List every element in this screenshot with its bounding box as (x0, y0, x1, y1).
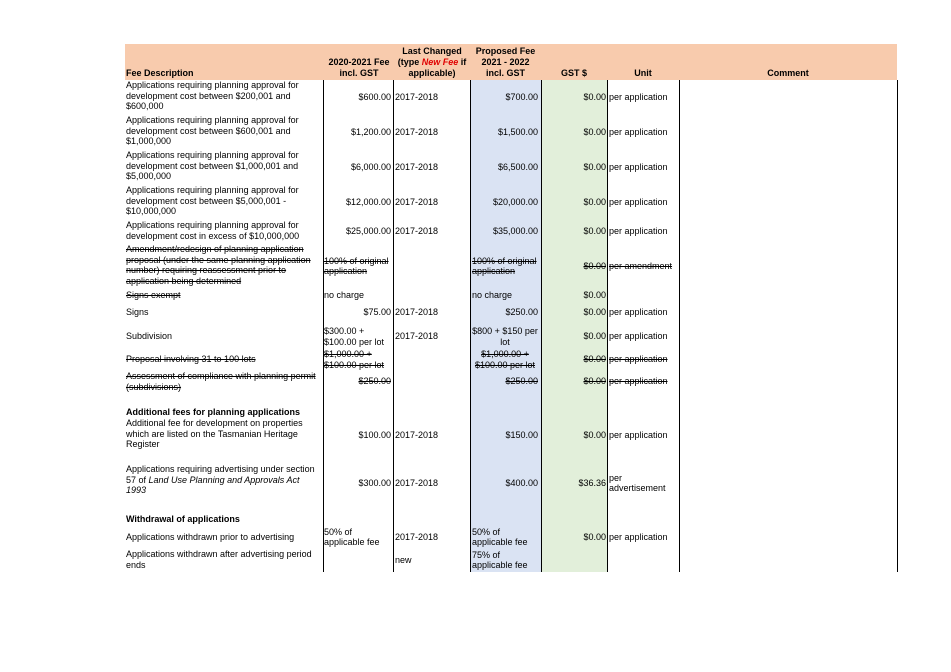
header-2020-fee: 2020-2021 Fee incl. GST (328, 57, 390, 78)
cell-prop: $35,000.00 (492, 226, 538, 237)
cell-prop: lot (500, 336, 510, 347)
cell-prop: applicable fee (472, 560, 528, 570)
cell-gst: $0.00 (583, 531, 606, 542)
cell-desc: Applications withdrawn prior to advertising (126, 531, 295, 542)
cell-prop: $6,500.00 (497, 161, 538, 172)
table-row (125, 526, 897, 548)
cell-desc: Applications requiring planning approval for (126, 115, 299, 125)
cell-desc: application being determined (126, 275, 242, 286)
cell-gst: $0.00 (583, 91, 606, 102)
table-row (125, 418, 897, 452)
table-row (125, 349, 897, 369)
cell-desc: 1993 (126, 485, 147, 495)
cell-last: 2017-2018 (395, 126, 439, 137)
table-row (125, 549, 897, 571)
cell-fee: $250.00 (358, 375, 391, 386)
cell-fee: 100% of original (324, 255, 389, 266)
table-row (125, 464, 897, 502)
table-row (125, 80, 897, 114)
cell-prop: application (472, 266, 516, 276)
cell-desc: ends (126, 559, 146, 570)
cell-desc: Assessment of compliance with planning permit (126, 371, 316, 381)
table-row (125, 371, 897, 391)
cell-desc: Register (126, 439, 160, 449)
cell-gst: $0.00 (583, 331, 606, 342)
cell-desc: which are listed on the Tasmanian Heritage (126, 428, 298, 439)
cell-desc: Applications withdrawn after advertising period (126, 549, 312, 559)
cell-prop: $20,000.00 (492, 196, 538, 207)
cell-prop: no charge (472, 289, 513, 300)
cell-prop: 50% of (472, 526, 501, 537)
table-row (125, 306, 897, 319)
cell-desc: development cost between $1,000,001 and (126, 160, 299, 171)
table-row (125, 244, 897, 288)
cell-prop: $1,000.00 + (481, 349, 529, 359)
cell-desc: Additional fee for development on properties (126, 418, 303, 428)
cell-prop: 75% of (472, 549, 501, 560)
header-comment: Comment (767, 68, 809, 78)
cell-fee: $25,000.00 (345, 226, 391, 237)
cell-last: 2017-2018 (395, 161, 439, 172)
cell-last: 2017-2018 (395, 226, 439, 237)
cell-desc: Applications requiring advertising under section (126, 464, 315, 474)
cell-gst: $0.00 (583, 375, 606, 386)
cell-desc: $1,000,000 (126, 136, 172, 146)
cell-desc: development cost between $600,001 and (126, 125, 291, 136)
table-row (125, 115, 897, 149)
cell-desc: development cost between $200,001 and (126, 90, 291, 101)
cell-desc: 57 of Land Use Planning and Approvals Act (126, 474, 300, 485)
cell-fee: $1,200.00 (350, 126, 391, 137)
cell-desc: number) requiring reassessment prior to (126, 265, 287, 275)
cell-fee: $100.00 per lot (324, 336, 385, 347)
cell-last: 2017-2018 (395, 477, 439, 488)
cell-desc: Applications requiring planning approval for (126, 80, 299, 90)
cell-gst: $0.00 (583, 196, 606, 207)
cell-fee: 50% of (324, 526, 353, 537)
cell-last: 2017-2018 (395, 429, 439, 440)
cell-prop: 100% of original (472, 255, 537, 266)
cell-fee: $300.00 + (324, 326, 365, 336)
cell-desc: Applications requiring planning approval for (126, 185, 299, 195)
cell-fee: applicable fee (324, 537, 380, 547)
cell-unit: per application (609, 375, 668, 386)
header-fee-description: Fee Description (126, 68, 194, 78)
cell-gst: $0.00 (583, 226, 606, 237)
header-proposed-fee: Proposed Fee 2021 - 2022 incl. GST (475, 46, 536, 78)
cell-prop: $800 + $150 per (472, 326, 538, 336)
cell-unit: per application (609, 531, 668, 542)
cell-fee: $1,000.00 + (324, 349, 372, 359)
fee-table (125, 44, 897, 572)
cell-gst: $0.00 (583, 307, 606, 318)
cell-fee: $100.00 per lot (324, 359, 385, 370)
table-row (125, 325, 897, 348)
cell-unit: per amendment (609, 260, 673, 271)
col-divider (897, 80, 898, 572)
table-row (125, 150, 897, 184)
cell-fee: $12,000.00 (345, 196, 391, 207)
cell-gst: $0.00 (583, 260, 606, 271)
cell-fee: $100.00 (358, 429, 391, 440)
cell-fee: $600.00 (358, 91, 391, 102)
cell-unit: per application (609, 91, 668, 102)
cell-fee: $300.00 (358, 477, 391, 488)
cell-gst: $0.00 (583, 161, 606, 172)
cell-last: 2017-2018 (395, 196, 439, 207)
cell-prop: $700.00 (505, 91, 538, 102)
cell-unit: per application (609, 126, 668, 137)
cell-unit: per (609, 472, 623, 483)
cell-desc: $5,000,000 (126, 171, 172, 181)
cell-unit: advertisement (609, 483, 666, 493)
cell-prop: $250.00 (505, 307, 538, 318)
cell-unit: per application (609, 353, 668, 364)
cell-unit: per application (609, 331, 668, 342)
cell-fee: application (324, 266, 368, 276)
table-row (125, 185, 897, 219)
cell-gst: $0.00 (583, 429, 606, 440)
cell-desc: Signs exempt (126, 289, 181, 300)
cell-last: 2017-2018 (395, 307, 439, 318)
header-gst: GST $ (560, 68, 587, 78)
cell-fee: $6,000.00 (350, 161, 391, 172)
cell-desc: (subdivisions) (126, 381, 182, 392)
cell-desc: development cost in excess of $10,000,000 (126, 230, 300, 241)
cell-unit: per application (609, 429, 668, 440)
cell-gst: $0.00 (583, 353, 606, 364)
table-header (125, 44, 897, 80)
cell-prop: $100.00 per lot (474, 359, 536, 370)
cell-desc: $600,000 (126, 101, 164, 111)
cell-unit: per application (609, 307, 668, 318)
cell-desc: $10,000,000 (126, 206, 177, 216)
cell-gst: $0.00 (583, 126, 606, 137)
cell-desc: Applications requiring planning approval for (126, 220, 299, 230)
cell-last: 2017-2018 (395, 331, 439, 342)
cell-desc: Amendment/redesign of planning application (126, 244, 304, 254)
cell-gst: $0.00 (583, 289, 606, 300)
cell-desc: Applications requiring planning approval for (126, 150, 299, 160)
header-unit: Unit (634, 68, 652, 78)
cell-fee: $75.00 (363, 307, 391, 318)
cell-prop: $1,500.00 (497, 126, 538, 137)
cell-unit: per application (609, 226, 668, 237)
section-heading-additional: Additional fees for planning applications (126, 407, 301, 417)
cell-desc: Proposal involving 31 to 100 lots (126, 353, 256, 364)
cell-prop: applicable fee (472, 537, 528, 547)
header-last-changed: Last Changed (type New Fee if applicable) (397, 46, 467, 78)
table-row (125, 289, 897, 301)
cell-last: new (395, 554, 412, 565)
cell-desc: development cost between $5,000,001 - (126, 195, 287, 206)
section-heading-withdrawal: Withdrawal of applications (126, 514, 240, 524)
cell-desc: proposal (under the same planning application (126, 254, 311, 265)
cell-prop: $250.00 (505, 375, 538, 386)
cell-unit: per application (609, 196, 668, 207)
table-row (125, 220, 897, 243)
cell-prop: $400.00 (505, 477, 538, 488)
cell-unit: per application (609, 161, 668, 172)
cell-last: 2017-2018 (395, 91, 439, 102)
cell-fee: no charge (324, 289, 365, 300)
cell-gst: $36.36 (578, 477, 606, 488)
cell-desc: Signs (126, 307, 149, 318)
cell-desc: Subdivision (126, 331, 173, 342)
cell-last: 2017-2018 (395, 531, 439, 542)
cell-prop: $150.00 (505, 429, 538, 440)
